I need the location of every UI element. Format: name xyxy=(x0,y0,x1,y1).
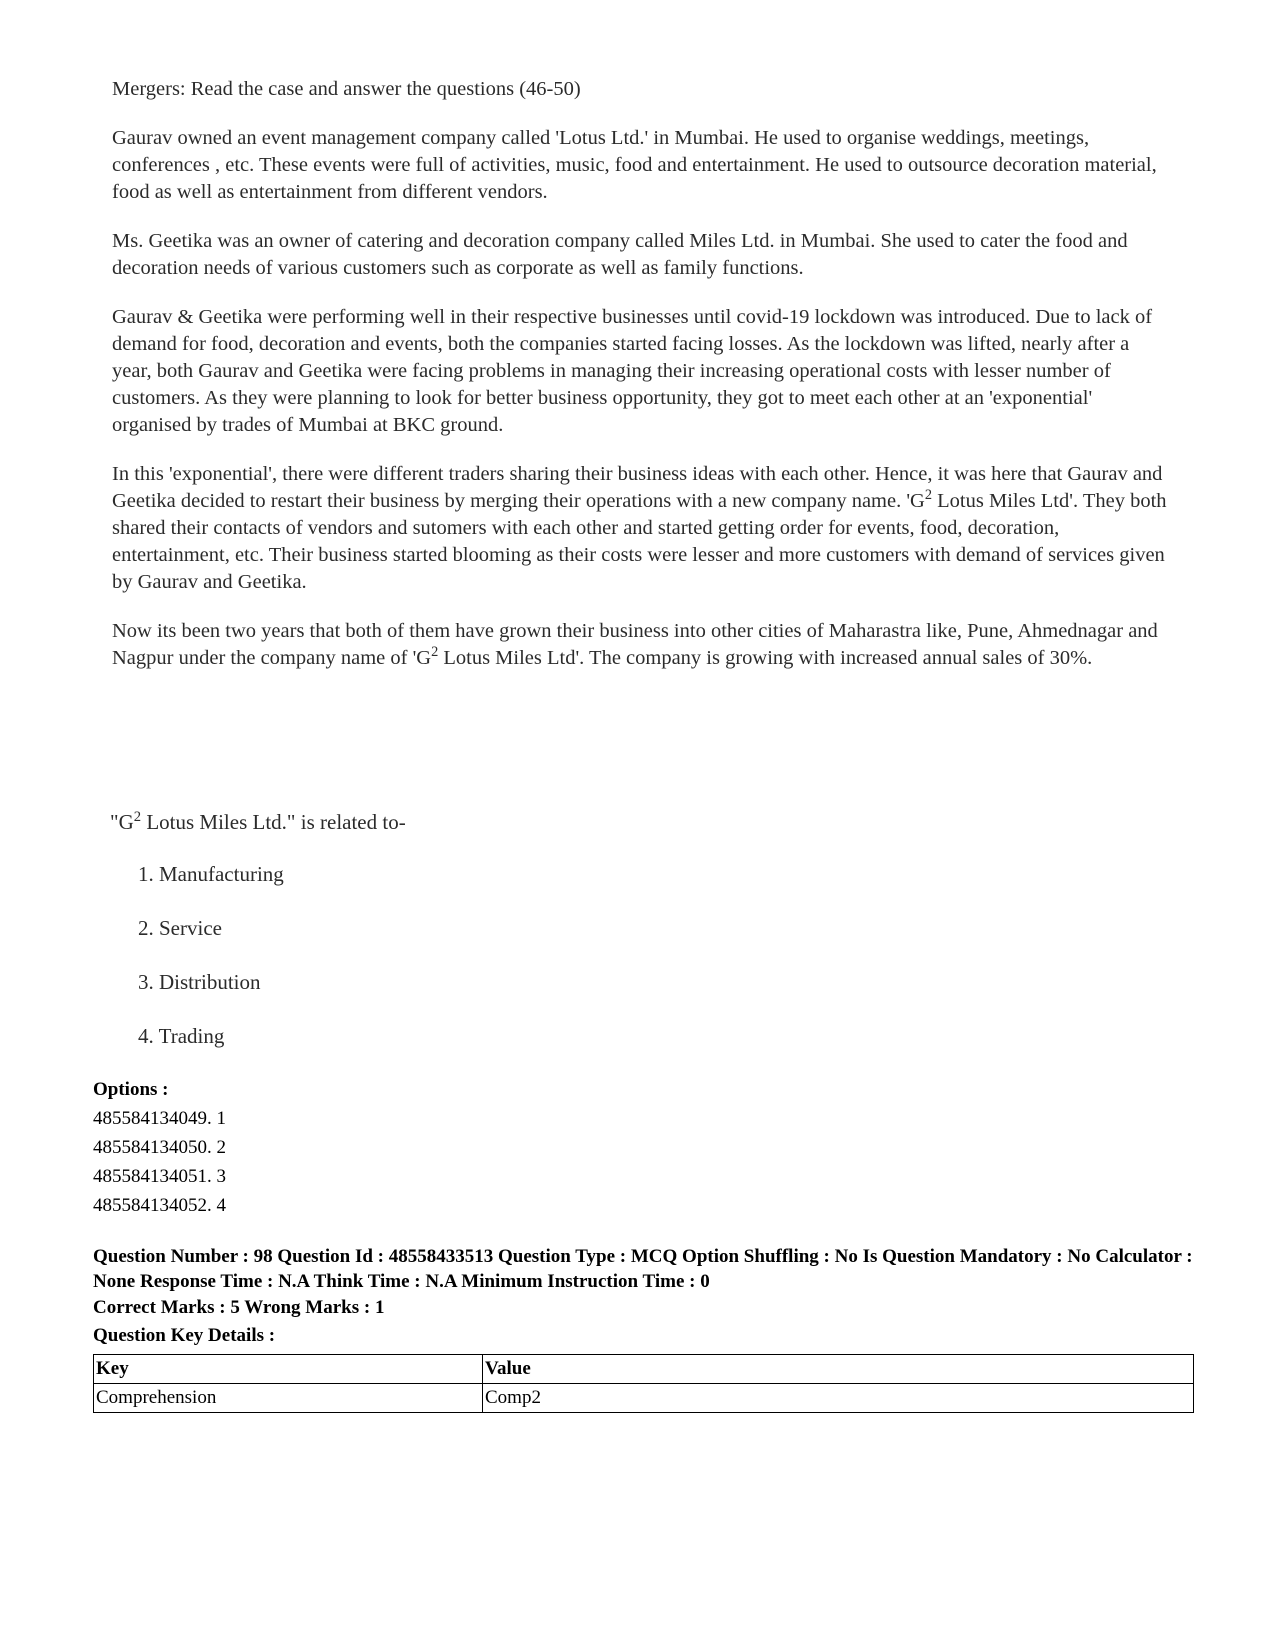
case-paragraph-4: In this 'exponential', there were different traders sharing their business ideas with each other. Hence, it was here that Gaurav and Geetika decided to restart their business by merging their operations with a new company name. '$G^2$ Lotus Miles Ltd'. They both shared their contacts of vendors and sutomers with each other and started getting order for events, food, decoration, entertainment, etc. Their business started blooming as their costs were lesser and more customers with demand of services given by Gaurav and Geetika. xyxy=(112,463,1167,593)
case-paragraph-2: Ms. Geetika was an owner of catering and decoration company called Miles Ltd. in Mumbai. She used to cater the food and decoration needs of various customers such as corporate as well as family functions. xyxy=(112,230,1128,279)
cell-value: Comp2 xyxy=(483,1384,1194,1413)
choice-item: 4. Trading xyxy=(138,1024,225,1048)
case-paragraph-1: Gaurav owned an event management company called 'Lotus Ltd.' in Mumbai. He used to organise weddings, meetings, conferences , etc. These events were full of activities, music, food and entertainment. He used to outsource decoration material, food as well as entertainment from different vendors. xyxy=(112,127,1157,203)
choice-item: 1. Manufacturing xyxy=(138,862,284,886)
header-key: Key xyxy=(94,1355,483,1384)
choice-item: 2. Service xyxy=(138,916,222,940)
case-paragraph-3: Gaurav & Geetika were performing well in their respective businesses until covid-19 lockdown was introduced. Due to lack of demand for food, decoration and events, both the companies started facing losses. As the lockdown was lifted, nearly after a year, both Gaurav and Geetika were facing problems in managing their increasing operational costs with lesser number of customers. As they were planning to look for better business opportunity, they got to meet each other at an 'exponential' organised by trades of Mumbai at BKC ground. xyxy=(112,306,1153,436)
choice-item: 3. Distribution xyxy=(138,970,261,994)
key-details-label: Question Key Details : xyxy=(93,1325,276,1346)
question-metadata xyxy=(93,1075,1193,1413)
case-heading: Mergers: Read the case and answer the questions (46-50) xyxy=(112,78,581,100)
question-info: Question Number : 98 Question Id : 48558433513 Question Type : MCQ Option Shuffling : No Is Question Mandatory : No Calculator : None Response Time : N.A Think Time : N.A Minimum Instruction Time : 0 xyxy=(93,1246,1193,1292)
key-details-table xyxy=(93,1354,1194,1413)
option-item: 485584134051. 3 xyxy=(93,1166,226,1187)
marks-info: Correct Marks : 5 Wrong Marks : 1 xyxy=(93,1297,385,1318)
option-item: 485584134052. 4 xyxy=(93,1195,226,1216)
cell-key: Comprehension xyxy=(94,1384,483,1413)
header-value: Value xyxy=(483,1355,1194,1384)
option-item: 485584134050. 2 xyxy=(93,1137,226,1158)
option-item: 485584134049. 1 xyxy=(93,1108,226,1129)
answer-choices xyxy=(138,862,284,1078)
table-header-row xyxy=(94,1355,1194,1384)
table-row xyxy=(94,1384,1194,1413)
question-text: "$G^2$ Lotus Miles Ltd." is related to- xyxy=(110,808,406,834)
case-study-scan xyxy=(112,76,1172,694)
case-paragraph-5: Now its been two years that both of them have grown their business into other cities of Maharastra like, Pune, Ahmednagar and Nagpur under the company name of '$G^2$ Lotus Miles Ltd'. The company is growing with increased annual sales of 30%. xyxy=(112,620,1158,669)
options-block xyxy=(93,1075,1193,1220)
options-label: Options : xyxy=(93,1079,169,1100)
